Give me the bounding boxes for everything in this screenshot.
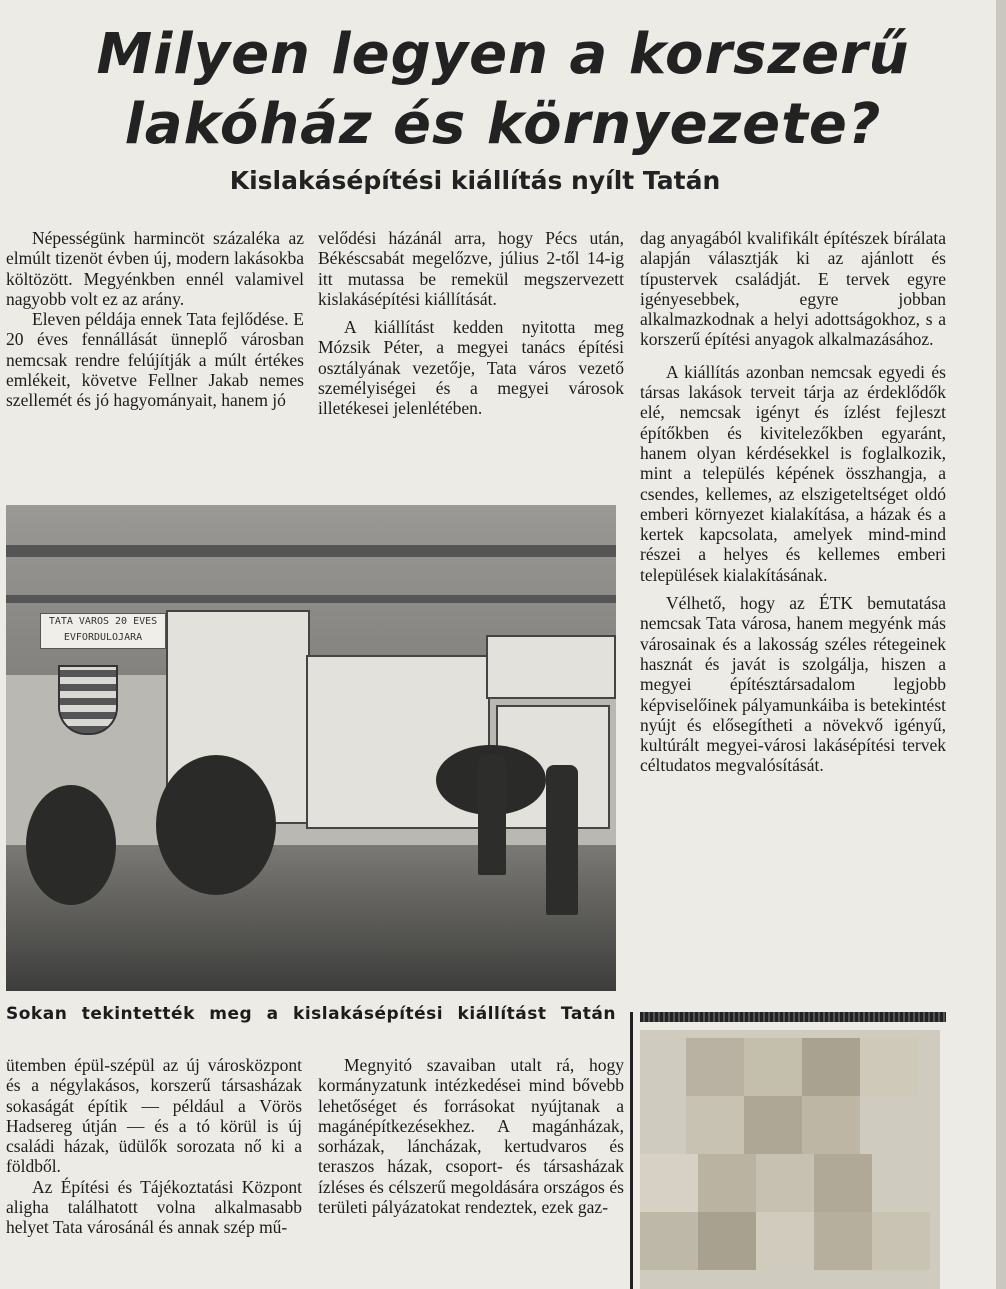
article-column-1 — [6, 228, 304, 411]
paragraph: Vélhető, hogy az ÉTK bemutatása nemcsak Tata városa, hanem megyénk más városainak és a lakosság széles rétegeinek hasznát és javát is szolgálja, hiszen a megyei építésztársadalom legjobb képviselőinek pályamunkáiba is betekintést nyújt és elősegítheti a növekvő igényű, kultúrált megyei-városi lakásépítési tervek céltudatos megvalósítását. — [640, 593, 946, 776]
article-column-2 — [318, 228, 624, 419]
paragraph: Megnyitó szavaiban utalt rá, hogy kormányzatunk intézkedései mind bővebb lehetőséget és forrásokat nyújtanak a magánépítkezésekhez. A magánházak, sorházak, láncházak, kertudvaros és teraszos házak, csoport- és társasházak ízléses és célszerű megoldására országos és területi pályázatokat rendeztek, ezek gaz- — [318, 1055, 624, 1218]
article-column-4 — [6, 1055, 302, 1238]
paragraph: Eleven példája ennek Tata fejlődése. E 20 éves fennállását ünneplő városban nemcsak rendre felújítják a múlt értékes emlékeit, követve Fellner Jakab nemes szellemét és jó hagyományait, hanem jó — [6, 309, 304, 411]
coat-of-arms — [58, 665, 118, 735]
plant — [26, 785, 116, 905]
redacted-block — [640, 1030, 940, 1289]
visitor — [546, 765, 578, 915]
paragraph: A kiállítás azonban nemcsak egyedi és társas lakások terveit tárja az érdeklődők elé, nemcsak igényt és ízlést fejleszt építőkben és kivitelezőkben egyaránt, hanem olyan kérdésekkel is foglalkozik, mint a település képének összhangja, a csendes, kellemes, az elszigeteltséget oldó emberi környezet kialakítása, a házak és a kertek kapcsolata, amelyek mind-mind részei a helyes és kellemes emberi települések kialakításának. — [640, 361, 946, 585]
article-column-3 — [640, 228, 946, 776]
paragraph: A kiállítást kedden nyitotta meg Mózsik Péter, a megyei tanács építési osztályának vezetője, Tata város vezető személyiségei és a megyei városok illetékesei jelenlétében. — [318, 317, 624, 419]
headline-line-1: Milyen legyen a korszerű — [96, 22, 910, 87]
photo-beam — [6, 545, 616, 557]
visitor — [478, 755, 506, 875]
paragraph: dag anyagából kvalifikált építészek bírálata alapján választják ki az ajánlott és típustervek családját. E tervek egyre igényesebbek, egyre jobban alkalmazkodnak a helyi adottságokhoz, s a korszerű építési anyagok alkalmazásához. — [640, 228, 946, 350]
subtitle: Kislakásépítési kiállítás nyílt Tatán — [229, 166, 721, 195]
exhibition-sign — [40, 613, 166, 649]
section-divider — [640, 1012, 946, 1022]
paragraph: Népességünk harmincöt százaléka az elmúlt tizenöt évben új, modern lakásokba költözött. Megyénkben ennél valamivel nagyobb volt ez az arány. — [6, 228, 304, 309]
photo-caption: Sokan tekintették meg a kislakásépítési kiállítást Tatán — [6, 1004, 616, 1024]
sign-line: TATA VAROS 20 EVES — [48, 616, 158, 627]
headline-line-2: lakóház és környezete? — [124, 92, 882, 157]
exhibition-photo — [6, 505, 616, 991]
photo-beam — [6, 595, 616, 603]
scan-edge — [996, 0, 1006, 1289]
column-divider — [630, 1012, 633, 1289]
paragraph: velődési házánál arra, hogy Pécs után, Békéscsabát megelőzve, július 2-től 14-ig itt mutassa be remekül megszervezett kislakásépítési kiállítását. — [318, 228, 624, 309]
display-panel — [486, 635, 616, 699]
paragraph: ütemben épül-szépül az új városközpont és a négylakásos, korszerű társasházak sokaságát építik — például a Vörös Hadsereg útján — és a tó körül is új családi házak, üdülők sorozata nő ki a földből. — [6, 1055, 302, 1177]
paragraph: Az Építési és Tájékoztatási Központ aligha találhatott volna alkalmasabb helyet Tata városánál és annak szép mű- — [6, 1176, 302, 1238]
sign-line: EVFORDULOJARA — [63, 632, 143, 643]
article-column-5 — [318, 1055, 624, 1217]
plant — [156, 755, 276, 895]
